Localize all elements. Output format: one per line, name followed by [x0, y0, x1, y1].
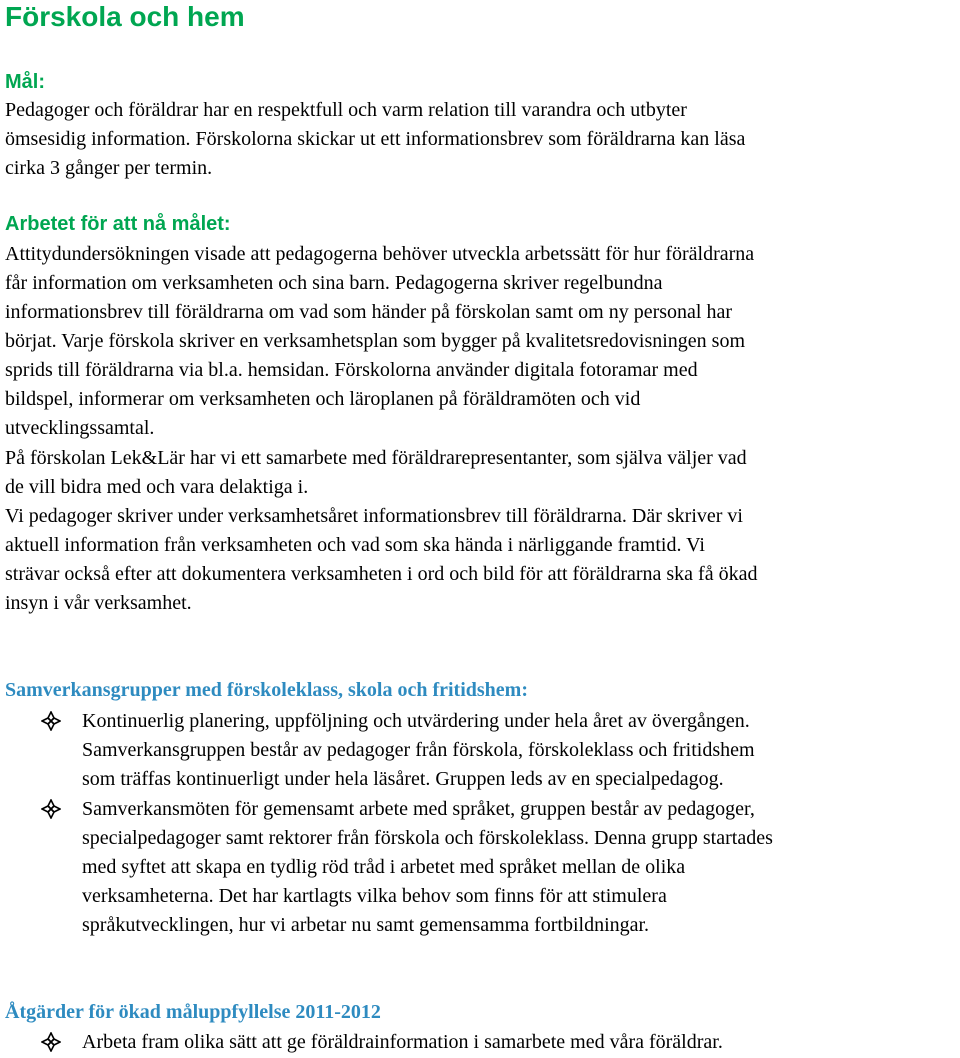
diamond-bullet-icon — [41, 711, 61, 731]
goal-line: ömsesidig information. Förskolorna skickar ut ett informationsbrev som föräldrarna kan läsa — [5, 128, 746, 150]
work-line: utvecklingssamtal. — [5, 417, 155, 439]
work-line: sprids till föräldrarna via bl.a. hemsidan. Förskolorna använder digitala fotoramar med — [5, 359, 698, 381]
work-line: aktuell information från verksamheten och vad som ska hända i närliggande framtid. Vi — [5, 534, 705, 556]
work-line: Vi pedagoger skriver under verksamhetsåret informationsbrev till föräldrarna. Där skriver vi — [5, 505, 743, 527]
groups-item-line: Samverkansgruppen består av pedagoger från förskola, förskoleklass och fritidshem — [82, 739, 755, 761]
goal-heading: Mål: — [5, 71, 45, 93]
work-line: insyn i vår verksamhet. — [5, 592, 192, 614]
groups-item-line: som träffas kontinuerligt under hela läsåret. Gruppen leds av en specialpedagog. — [82, 768, 724, 790]
groups-heading: Samverkansgrupper med förskoleklass, skola och fritidshem: — [5, 679, 528, 701]
actions-heading: Åtgärder för ökad måluppfyllelse 2011-2012 — [5, 1001, 381, 1023]
groups-item-line: Samverkansmöten för gemensamt arbete med språket, gruppen består av pedagoger, — [82, 798, 755, 820]
work-line: bildspel, informerar om verksamheten och läroplanen på föräldramöten och vid — [5, 388, 641, 410]
groups-item-line: Kontinuerlig planering, uppföljning och utvärdering under hela året av övergången. — [82, 710, 750, 732]
goal-line: cirka 3 gånger per termin. — [5, 157, 213, 179]
work-line: strävar också efter att dokumentera verksamheten i ord och bild för att föräldrarna ska få ökad — [5, 563, 758, 585]
work-line: får information om verksamheten och sina barn. Pedagogerna skriver regelbundna — [5, 272, 663, 294]
diamond-bullet-icon — [41, 799, 61, 819]
groups-item-line: specialpedagoger samt rektorer från förskola och förskoleklass. Denna grupp startades — [82, 827, 773, 849]
work-line: På förskolan Lek&Lär har vi ett samarbete med föräldrarepresentanter, som själva väljer vad — [5, 447, 747, 469]
goal-line: Pedagoger och föräldrar har en respektfull och varm relation till varandra och utbyter — [5, 99, 687, 121]
groups-item-line: verksamheterna. Det har kartlagts vilka behov som finns för att stimulera — [82, 885, 667, 907]
work-heading: Arbetet för att nå målet: — [5, 213, 231, 235]
page-title: Förskola och hem — [5, 1, 245, 32]
work-line: Attitydundersökningen visade att pedagogerna behöver utveckla arbetssätt för hur föräldrarna — [5, 243, 755, 265]
groups-item-line: med syftet att skapa en tydlig röd tråd i arbetet med språket mellan de olika — [82, 856, 686, 878]
diamond-bullet-icon — [41, 1032, 61, 1052]
work-line: informationsbrev till föräldrarna om vad som händer på förskolan samt om ny personal har — [5, 301, 733, 323]
work-line: de vill bidra med och vara delaktiga i. — [5, 476, 309, 498]
actions-item-line: Arbeta fram olika sätt att ge föräldrainformation i samarbete med våra föräldrar. — [82, 1031, 723, 1053]
work-line: börjat. Varje förskola skriver en verksamhetsplan som bygger på kvalitetsredovisningen som — [5, 330, 746, 352]
groups-item-line: språkutvecklingen, hur vi arbetar nu samt gemensamma fortbildningar. — [82, 914, 650, 936]
